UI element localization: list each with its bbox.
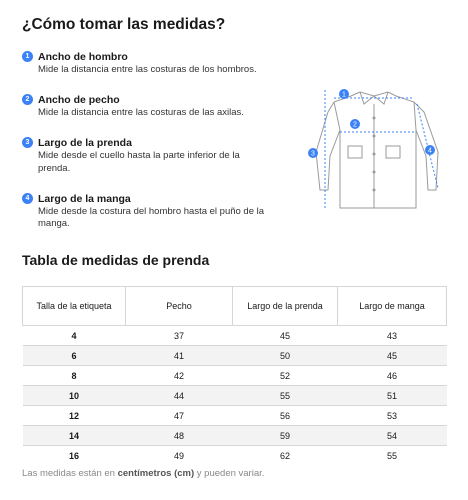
cell-length: 62	[233, 446, 338, 466]
header-size: Talla de la etiqueta	[23, 287, 126, 326]
measurement-steps	[22, 50, 272, 247]
step-number-badge: 4	[22, 193, 33, 204]
step-description: Mide desde la costura del hombro hasta el puño de la manga.	[38, 205, 265, 229]
cell-sleeve: 43	[338, 326, 447, 346]
cell-sleeve: 55	[338, 446, 447, 466]
cell-length: 45	[233, 326, 338, 346]
cell-chest: 49	[126, 446, 233, 466]
table-row	[23, 326, 447, 346]
measurement-marker-1	[339, 89, 349, 99]
cell-length: 55	[233, 386, 338, 406]
cell-chest: 37	[126, 326, 233, 346]
table-row	[23, 426, 447, 446]
table-title: Tabla de medidas de prenda	[22, 252, 210, 268]
cell-size: 12	[23, 406, 126, 426]
cell-chest: 42	[126, 366, 233, 386]
measurement-marker-4	[425, 145, 435, 155]
cell-size: 4	[23, 326, 126, 346]
cell-size: 6	[23, 346, 126, 366]
cell-chest: 41	[126, 346, 233, 366]
cell-sleeve: 51	[338, 386, 447, 406]
header-sleeve: Largo de manga	[338, 287, 447, 326]
shirt-measurement-diagram	[304, 84, 442, 212]
cell-size: 16	[23, 446, 126, 466]
step-number-badge: 1	[22, 51, 33, 62]
cell-length: 50	[233, 346, 338, 366]
cell-length: 56	[233, 406, 338, 426]
shirt-icon	[316, 92, 438, 208]
cell-length: 52	[233, 366, 338, 386]
size-chart-table	[22, 286, 447, 465]
measurement-marker-2	[350, 119, 360, 129]
step-chest-width	[22, 93, 272, 120]
table-row	[23, 346, 447, 366]
cell-length: 59	[233, 426, 338, 446]
table-row	[23, 406, 447, 426]
note-units: centímetros (cm)	[117, 468, 195, 479]
step-title: Largo de la prenda	[38, 137, 132, 149]
table-row	[23, 366, 447, 386]
cell-sleeve: 45	[338, 346, 447, 366]
header-chest: Pecho	[126, 287, 233, 326]
cell-chest: 48	[126, 426, 233, 446]
cell-size: 10	[23, 386, 126, 406]
svg-text:1: 1	[342, 91, 346, 99]
step-number-badge: 3	[22, 137, 33, 148]
step-garment-length	[22, 136, 272, 175]
step-description: Mide desde el cuello hasta la parte inferior de la prenda.	[38, 150, 240, 174]
cell-size: 8	[23, 366, 126, 386]
header-length: Largo de la prenda	[233, 287, 338, 326]
note-text-end: y pueden variar.	[194, 468, 265, 479]
table-row	[23, 446, 447, 466]
step-description: Mide la distancia entre las costuras de los hombros.	[38, 64, 257, 75]
cell-chest: 44	[126, 386, 233, 406]
cell-chest: 47	[126, 406, 233, 426]
table-header-row	[23, 287, 447, 326]
cell-sleeve: 46	[338, 366, 447, 386]
step-title: Ancho de hombro	[38, 51, 128, 63]
cell-sleeve: 54	[338, 426, 447, 446]
step-sleeve-length	[22, 192, 272, 231]
table-row	[23, 386, 447, 406]
step-title: Ancho de pecho	[38, 94, 120, 106]
units-note	[22, 468, 264, 479]
svg-text:2: 2	[353, 121, 357, 129]
step-number-badge: 2	[22, 94, 33, 105]
measurement-marker-3	[308, 148, 318, 158]
step-description: Mide la distancia entre las costuras de las axilas.	[38, 107, 244, 118]
svg-text:3: 3	[311, 150, 315, 158]
step-shoulder-width	[22, 50, 272, 77]
note-text: Las medidas están en	[22, 468, 118, 479]
step-title: Largo de la manga	[38, 192, 131, 205]
cell-size: 14	[23, 426, 126, 446]
page-title: ¿Cómo tomar las medidas?	[22, 16, 226, 33]
svg-text:4: 4	[428, 147, 432, 155]
cell-sleeve: 53	[338, 406, 447, 426]
